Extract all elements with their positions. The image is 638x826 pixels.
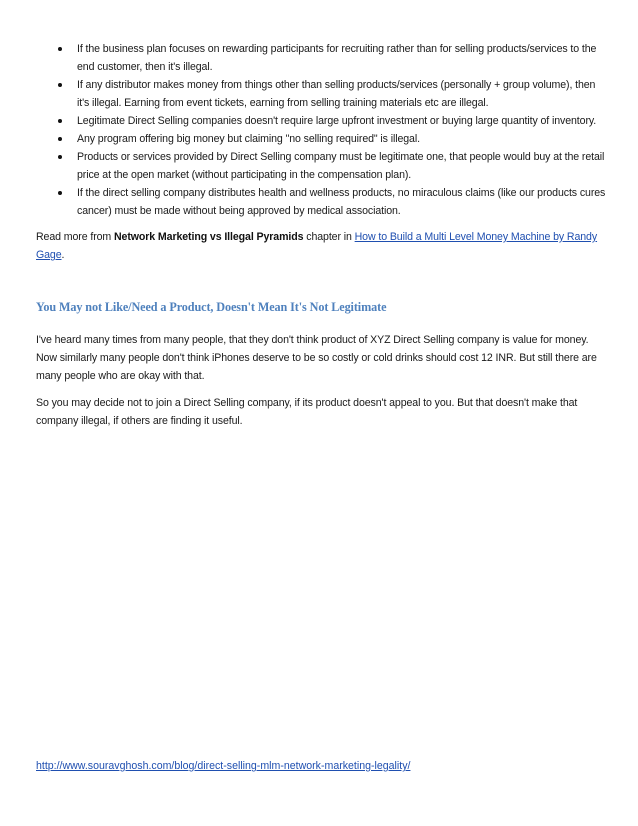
bullet-icon (58, 137, 62, 141)
read-more-suffix: . (61, 249, 65, 261)
list-item-text: If any distributor makes money from things other than selling products/services (personally + group volume), then it's illegal. Earning from event tickets, earning from selling training materials etc are illegal. (77, 79, 596, 109)
list-item-text: Any program offering big money but claiming "no selling required" is illegal. (77, 133, 420, 145)
list-item (36, 184, 606, 220)
book-link[interactable]: How to Build a Multi Level Money Machine by Randy Gage (36, 231, 598, 261)
list-item (36, 130, 606, 148)
read-more-middle: chapter in (303, 231, 355, 243)
read-more-prefix: Read more from (36, 231, 114, 243)
list-item (36, 76, 606, 112)
list-item (36, 40, 606, 76)
source-url-link[interactable]: http://www.souravghosh.com/blog/direct-selling-mlm-network-marketing-legality/ (36, 760, 411, 772)
list-item-text: If the business plan focuses on rewarding participants for recruiting rather than for selling products/services to the end customer, then it's illegal. (77, 43, 597, 73)
bullet-icon (58, 47, 62, 51)
chapter-title: Network Marketing vs Illegal Pyramids (113, 231, 304, 243)
page-content (36, 40, 606, 430)
section-paragraph-1: I've heard many times from many people, that they don't think product of XYZ Direct Selling company is value for money. Now similarly many people don't think iPhones deserve to be so costly or cold drinks should cost 12 INR. But still there are many people who are okay with that. (36, 334, 597, 382)
page-footer (36, 757, 410, 775)
list-item-text: Products or services provided by Direct Selling company must be legitimate one, that people would buy at the retail price at the open market (without participating in the compensation plan). (77, 151, 605, 181)
section-heading: You May not Like/Need a Product, Doesn't Mean It's Not Legitimate (36, 300, 387, 314)
list-item-text: If the direct selling company distributes health and wellness products, no miraculous claims (like our products cures cancer) must be made without being approved by medical association. (77, 187, 606, 217)
bullet-icon (58, 119, 62, 123)
legality-criteria-list (36, 40, 606, 220)
list-item (36, 148, 606, 184)
read-more-paragraph (36, 228, 606, 264)
list-item-text: Legitimate Direct Selling companies doesn't require large upfront investment or buying large quantity of inventory. (77, 115, 597, 127)
list-item (36, 112, 606, 130)
bullet-icon (58, 83, 62, 87)
bullet-icon (58, 191, 62, 195)
section-paragraph-2: So you may decide not to join a Direct Selling company, if its product doesn't appeal to you. But that doesn't make that company illegal, if others are finding it useful. (36, 397, 578, 427)
bullet-icon (58, 155, 62, 159)
